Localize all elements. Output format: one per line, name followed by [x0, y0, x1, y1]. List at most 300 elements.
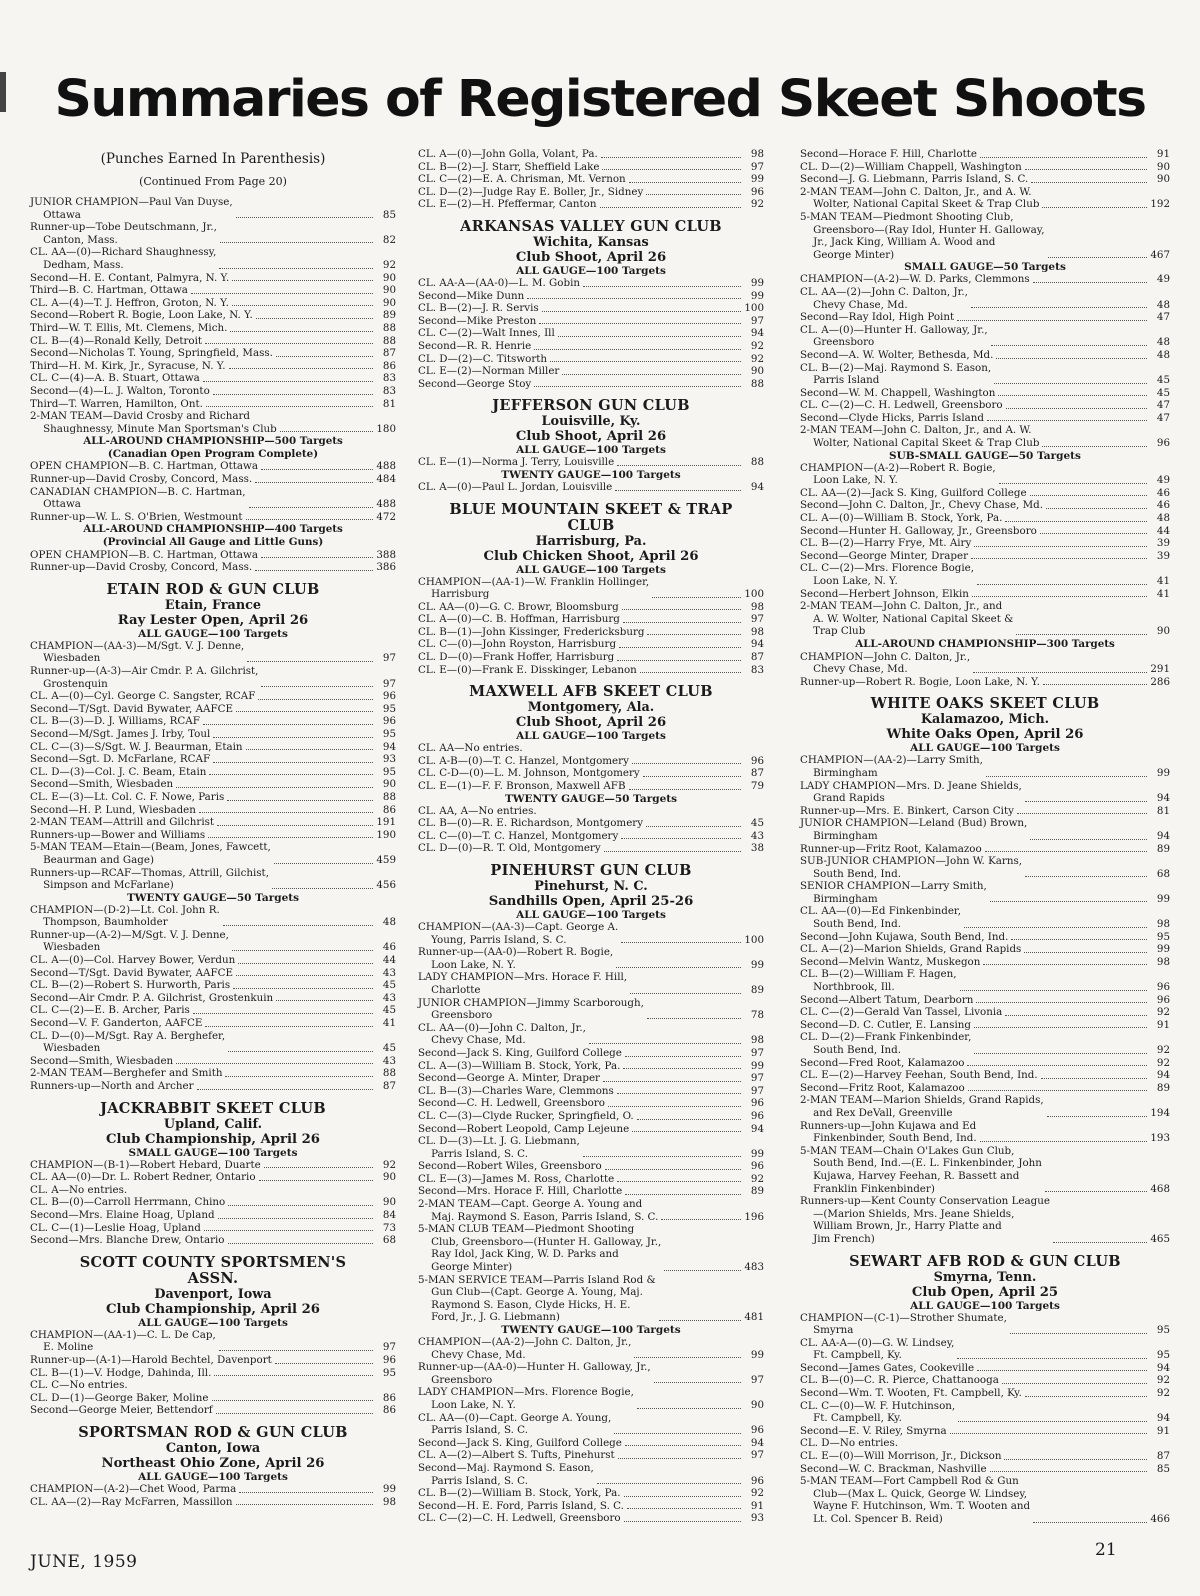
- result-text: CL. A-B—(0)—T. C. Hanzel, Montgomery: [418, 754, 629, 767]
- result-text: 5-MAN SERVICE TEAM—Parris Island Rod & Gun Club—(Capt. George A. Young, Maj. Raymond S. Eason, Clyde Hicks, H. E. Ford, Jr., J. G. Liebmann): [418, 1273, 656, 1324]
- score: 68: [382, 1234, 396, 1247]
- dot-leader: [264, 1167, 373, 1168]
- dot-leader: [280, 431, 373, 432]
- result-entry: [800, 1387, 1170, 1400]
- result-entry: [418, 1022, 764, 1047]
- score: 92: [1156, 1044, 1170, 1056]
- result-text: CL. A—(2)—Albert S. Tufts, Pinehurst: [418, 1449, 615, 1462]
- result-text: CL. B—(2)—Robert S. Hurworth, Paris: [30, 979, 231, 992]
- result-entry: [30, 297, 396, 310]
- club-location: Wichita, Kansas: [533, 234, 649, 250]
- result-entry: [30, 561, 396, 574]
- dot-leader: [597, 1483, 741, 1484]
- result-entry: [30, 1354, 396, 1367]
- result-entry: [30, 640, 396, 665]
- score: 99: [750, 1348, 764, 1361]
- score: 193: [1150, 1132, 1170, 1145]
- score: 96: [750, 1109, 764, 1122]
- score: 91: [1156, 148, 1170, 160]
- dot-leader: [630, 993, 741, 994]
- result-text: CL. A—(0)—Cyl. George C. Sangster, RCAF: [30, 690, 256, 703]
- result-entry: [30, 284, 396, 297]
- result-text: Second—Ray Idol, High Point: [800, 311, 955, 324]
- score: 98: [750, 625, 764, 638]
- result-entry: [800, 1057, 1170, 1070]
- result-text: CL. C—(2)—Mrs. Florence Bogie, Loon Lake, N. Y.: [800, 562, 975, 587]
- dot-leader: [1046, 508, 1147, 509]
- result-entry: [800, 161, 1170, 174]
- score: 88: [750, 456, 764, 469]
- score: 97: [750, 613, 764, 626]
- result-entry: [800, 780, 1170, 805]
- dot-leader: [199, 812, 373, 813]
- result-text: CL. C—(2)—Walt Innes, Ill: [418, 327, 555, 340]
- result-text: CL. C—(3)—Clyde Rucker, Springfield, O.: [418, 1109, 634, 1122]
- score: 191: [376, 816, 396, 829]
- result-text: LADY CHAMPION—Mrs. Horace F. Hill, Charlotte: [418, 971, 628, 996]
- dot-leader: [246, 749, 373, 750]
- dot-leader: [1043, 684, 1147, 685]
- dot-leader: [603, 1081, 741, 1082]
- result-text: CL. C—(0)—W. F. Hutchinson, Ft. Campbell, Ky.: [800, 1399, 956, 1425]
- section-heading: ALL-AROUND CHAMPIONSHIP—500 Targets: [83, 435, 343, 448]
- result-text: CHAMPION—(B-1)—Robert Hebard, Duarte: [30, 1158, 261, 1171]
- dot-leader: [274, 863, 373, 864]
- score: 456: [376, 879, 396, 892]
- dot-leader: [203, 724, 373, 725]
- score: 48: [1156, 298, 1170, 311]
- result-entry: [30, 1067, 396, 1080]
- score: 92: [750, 339, 764, 352]
- result-text: Second—Horace F. Hill, Charlotte: [800, 148, 977, 160]
- dot-leader: [968, 1090, 1147, 1091]
- result-entry: [30, 816, 396, 829]
- result-entry: [30, 979, 396, 992]
- score: 483: [744, 1261, 764, 1274]
- gauge-heading: TWENTY GAUGE—50 Targets: [126, 891, 300, 904]
- result-text: JUNIOR CHAMPION—Leland (Bud) Brown, Birmingham: [800, 817, 1028, 842]
- result-entry: [800, 1337, 1170, 1362]
- club-name: WHITE OAKS SKEET CLUB: [870, 695, 1100, 713]
- dot-leader: [980, 157, 1147, 158]
- result-text: Second—George Meier, Bettendorf: [30, 1404, 213, 1417]
- club-name: SEWART AFB ROD & GUN CLUB: [849, 1252, 1121, 1270]
- result-line: CL. AA—No entries.: [418, 742, 523, 755]
- result-text: Second—Smith, Wiesbaden: [30, 778, 174, 791]
- dot-leader: [640, 672, 741, 673]
- dot-leader: [950, 1433, 1147, 1434]
- result-entry: [418, 817, 764, 830]
- result-text: CL. B—(0)—R. E. Richardson, Montgomery: [418, 817, 644, 830]
- result-entry: [418, 1437, 764, 1450]
- result-text: JUNIOR CHAMPION—Jimmy Scarborough, Greensboro: [418, 996, 644, 1022]
- dot-leader: [227, 800, 373, 801]
- result-entry: [418, 353, 764, 366]
- event-title: Northeast Ohio Zone, April 26: [101, 1455, 325, 1471]
- score: 93: [750, 1512, 764, 1525]
- dot-leader: [176, 787, 373, 788]
- dot-leader: [205, 343, 373, 344]
- score: 96: [750, 754, 764, 767]
- result-text: CL. B—(1)—V. Hodge, Dahinda, Ill.: [30, 1366, 212, 1379]
- dot-leader: [600, 207, 741, 208]
- result-entry: [30, 1196, 396, 1209]
- result-text: CL. AA-A—(0)—G. W. Lindsey, Ft. Campbell, Ky.: [800, 1336, 955, 1362]
- gauge-heading: ALL GAUGE—100 Targets: [910, 742, 1060, 755]
- score: 97: [750, 1084, 764, 1097]
- dot-leader: [216, 1413, 373, 1414]
- result-entry: [800, 324, 1170, 349]
- result-text: Second—H. P. Lund, Wiesbaden: [30, 803, 196, 816]
- dot-leader: [1017, 813, 1147, 814]
- dot-leader: [256, 318, 373, 319]
- dot-leader: [1016, 634, 1147, 635]
- result-entry: [30, 728, 396, 741]
- result-text: Second—Mrs. Horace F. Hill, Charlotte: [418, 1185, 623, 1198]
- score: 94: [1156, 792, 1170, 805]
- result-text: CL. AA—(0)—Capt. George A. Young, Parris Island, S. C.: [418, 1411, 612, 1437]
- score: 192: [1150, 198, 1170, 211]
- result-entry: [800, 1475, 1170, 1525]
- result-text: CL. B—(2)—J. Starr, Sheffield Lake: [418, 160, 600, 173]
- club-location: Etain, France: [164, 597, 262, 613]
- dot-leader: [255, 482, 373, 483]
- result-text: CL. AA-A—(AA-0)—L. M. Gobin: [418, 276, 580, 289]
- score: 88: [382, 334, 396, 347]
- dot-leader: [583, 1156, 741, 1157]
- result-text: CL. C—(2)—Gerald Van Tassel, Livonia: [800, 1006, 1003, 1019]
- page-title: Summaries of Registered Skeet Shoots: [54, 70, 1146, 129]
- score: 465: [1150, 1232, 1170, 1245]
- dot-leader: [960, 990, 1147, 991]
- score: 94: [750, 480, 764, 493]
- score: 82: [382, 233, 396, 246]
- result-entry: [418, 340, 764, 353]
- dot-leader: [629, 182, 741, 183]
- dot-leader: [214, 1375, 373, 1376]
- score: 99: [1156, 766, 1170, 779]
- dot-leader: [197, 1089, 373, 1090]
- result-text: OPEN CHAMPION—B. C. Hartman, Ottawa: [30, 460, 258, 473]
- result-text: CL. B—(3)—D. J. Williams, RCAF: [30, 715, 200, 728]
- dot-leader: [229, 368, 373, 369]
- result-text: CL. B—(2)—Maj. Raymond S. Eason, Parris Island: [800, 361, 992, 387]
- dot-leader: [539, 323, 741, 324]
- result-text: Second—Clyde Hicks, Parris Island: [800, 411, 984, 424]
- dot-leader: [980, 1141, 1147, 1142]
- score: 49: [1156, 474, 1170, 487]
- dot-leader: [986, 776, 1147, 777]
- result-entry: [800, 311, 1170, 324]
- result-entry: [30, 992, 396, 1005]
- score: 99: [382, 1482, 396, 1495]
- result-entry: [30, 766, 396, 779]
- gauge-heading: SMALL GAUGE—50 Targets: [904, 261, 1066, 274]
- dot-leader: [1041, 1078, 1147, 1079]
- result-text: CHAMPION—(D-2)—Lt. Col. John R. Thompson, Baumholder: [30, 903, 220, 929]
- result-text: 2-MAN TEAM—Berghefer and Smith: [30, 1067, 223, 1080]
- result-text: Runner-up—Mrs. E. Binkert, Carson City: [800, 804, 1014, 817]
- result-entry: [30, 1159, 396, 1172]
- result-entry: [418, 161, 764, 174]
- score: 88: [382, 1067, 396, 1080]
- result-entry: [418, 946, 764, 971]
- result-text: CL. B—(2)—William F. Hagen, Northbrook, Ill.: [800, 968, 957, 994]
- result-entry: [800, 855, 1170, 880]
- result-text: CL. AA—(0)—Richard Shaughnessy, Dedham, Mass.: [30, 246, 217, 271]
- score: 45: [1156, 386, 1170, 399]
- result-entry: [418, 1223, 764, 1273]
- result-text: CL. C—(1)—Leslie Hoag, Upland: [30, 1221, 201, 1234]
- score: 39: [1156, 549, 1170, 562]
- dot-leader: [964, 927, 1147, 928]
- result-text: Runner-up—(A-1)—Harold Bechtel, Davenport: [30, 1353, 272, 1366]
- dot-leader: [1045, 1191, 1147, 1192]
- gauge-heading: ALL GAUGE—100 Targets: [516, 730, 666, 743]
- dot-leader: [637, 1408, 741, 1409]
- result-text: Second—H. E. Contant, Palmyra, N. Y.: [30, 271, 230, 284]
- result-entry: [800, 362, 1170, 387]
- club-location: Harrisburg, Pa.: [535, 533, 647, 549]
- result-entry: [800, 562, 1170, 587]
- club-name: SCOTT COUNTY SPORTSMEN'S ASSN.: [79, 1253, 347, 1287]
- dot-leader: [238, 963, 373, 964]
- result-text: SUB-JUNIOR CHAMPION—John W. Karns, South Bend, Ind.: [800, 855, 1023, 880]
- dot-leader: [542, 311, 741, 312]
- dot-leader: [1002, 1383, 1147, 1384]
- dot-leader: [627, 1508, 741, 1509]
- result-entry: [30, 309, 396, 322]
- score: 43: [382, 991, 396, 1004]
- result-entry: [30, 221, 396, 246]
- result-text: CL. A—(2)—Marion Shields, Grand Rapids: [800, 943, 1022, 956]
- score: 466: [1150, 1513, 1170, 1525]
- result-text: Runner-up—David Crosby, Concord, Mass.: [30, 473, 253, 486]
- result-text: CL. B—(2)—William B. Stock, York, Pa.: [418, 1487, 621, 1500]
- result-text: 5-MAN TEAM—Chain O'Lakes Gun Club, South Bend, Ind.—(E. L. Finkenbinder, John Kujawa, Harvey Feehan, R. Bassett and Franklin Finkenbinder): [800, 1144, 1042, 1195]
- score: 90: [1156, 625, 1170, 638]
- score: 39: [1156, 537, 1170, 550]
- club-name: ARKANSAS VALLEY GUN CLUB: [460, 217, 722, 235]
- result-text: Runners-up—John Kujawa and Ed Finkenbinder, South Bend, Ind.: [800, 1119, 977, 1145]
- score: 78: [750, 1009, 764, 1022]
- score: 467: [1150, 248, 1170, 261]
- result-entry: [418, 1135, 764, 1160]
- dot-leader: [1031, 182, 1147, 183]
- dot-leader: [1005, 1015, 1147, 1016]
- result-text: Second—Mike Dunn: [418, 289, 525, 302]
- dot-leader: [1030, 495, 1147, 496]
- result-entry: [30, 804, 396, 817]
- score: 84: [382, 1208, 396, 1221]
- result-entry: [30, 196, 396, 221]
- result-entry: [800, 956, 1170, 969]
- result-text: Second—J. G. Liebmann, Parris Island, S. C.: [800, 173, 1029, 186]
- event-title: Club Shoot, April 26: [515, 249, 667, 265]
- score: 180: [376, 422, 396, 435]
- result-text: CL. D—(0)—R. T. Old, Montgomery: [418, 842, 601, 855]
- event-title: Club Championship, April 26: [106, 1301, 320, 1317]
- result-text: Second—Hunter H. Galloway, Jr., Greensboro: [800, 524, 1037, 537]
- result-text: Second—James Gates, Cookeville: [800, 1361, 975, 1374]
- result-entry: [418, 1160, 764, 1173]
- dot-leader: [977, 584, 1147, 585]
- result-entry: [418, 173, 764, 186]
- score: 95: [1156, 1324, 1170, 1337]
- score: 92: [382, 1158, 396, 1171]
- result-text: CL. AA—(2)—Jack S. King, Guilford College: [800, 486, 1027, 499]
- club-name: JEFFERSON GUN CLUB: [492, 397, 690, 415]
- result-entry: [800, 211, 1170, 261]
- event-title: Club Chicken Shoot, April 26: [483, 548, 699, 564]
- score: 97: [750, 160, 764, 173]
- result-text: CL. C—(0)—John Royston, Harrisburg: [418, 638, 617, 651]
- dot-leader: [204, 1230, 373, 1231]
- result-entry: [800, 1463, 1170, 1476]
- club-location: Upland, Calif.: [163, 1116, 263, 1132]
- dot-leader: [1025, 801, 1147, 802]
- dot-leader: [236, 975, 373, 976]
- result-text: CL. A—(0)—Hunter H. Galloway, Jr., Greensboro: [800, 323, 988, 349]
- score: 83: [750, 663, 764, 676]
- dot-leader: [617, 1093, 741, 1094]
- result-text: CL. D—(3)—Lt. J. G. Liebmann, Parris Island, S. C.: [418, 1135, 580, 1160]
- result-entry: [800, 1362, 1170, 1375]
- dot-leader: [624, 1521, 741, 1522]
- result-entry: [30, 549, 396, 562]
- result-text: Second—Mike Preston: [418, 314, 537, 327]
- result-entry: [418, 755, 764, 768]
- score: 94: [382, 740, 396, 753]
- score: 44: [1156, 524, 1170, 537]
- result-entry: [30, 967, 396, 980]
- dot-leader: [623, 622, 741, 623]
- result-entry: [30, 904, 396, 929]
- score: 47: [1156, 311, 1170, 324]
- result-text: CL. E—(1)—Norma J. Terry, Louisville: [418, 456, 615, 469]
- result-text: Third—T. Warren, Hamilton, Ont.: [30, 397, 203, 410]
- score: 48: [1156, 348, 1170, 361]
- result-line: CL. AA, A—No entries.: [418, 804, 537, 817]
- score: 97: [750, 1373, 764, 1386]
- section-heading: (Provincial All Gauge and Little Guns): [102, 536, 324, 549]
- score: 286: [1150, 675, 1170, 688]
- score: 96: [750, 1474, 764, 1487]
- dot-leader: [527, 298, 741, 299]
- result-entry: [30, 1367, 396, 1380]
- dot-leader: [643, 776, 741, 777]
- result-text: CHAMPION—(AA-1)—C. L. De Cap, E. Moline: [30, 1328, 216, 1354]
- dot-leader: [622, 609, 741, 610]
- result-text: Runner-up—(AA-0)—Robert R. Bogie, Loon Lake, N. Y.: [418, 946, 614, 971]
- dot-leader: [212, 1400, 373, 1401]
- result-text: Second—T/Sgt. David Bywater, AAFCE: [30, 966, 233, 979]
- result-text: CL. D—(3)—Col. J. C. Beam, Etain: [30, 765, 207, 778]
- dot-leader: [223, 925, 373, 926]
- score: 96: [750, 1424, 764, 1437]
- score: 93: [382, 753, 396, 766]
- result-entry: [418, 780, 764, 793]
- dot-leader: [258, 699, 373, 700]
- score: 88: [382, 321, 396, 334]
- result-text: CL. E—(0)—Frank E. Disskinger, Lebanon: [418, 663, 637, 676]
- result-text: Second—Nicholas T. Young, Springfield, Mass.: [30, 347, 273, 360]
- result-entry: [800, 1120, 1170, 1145]
- result-entry: [418, 1047, 764, 1060]
- result-text: CL. A—(0)—John Golla, Volant, Pa.: [418, 148, 598, 160]
- result-text: CL. E—(2)—Harvey Feehan, South Bend, Ind.: [800, 1069, 1038, 1082]
- result-entry: [800, 651, 1170, 676]
- score: 96: [1156, 981, 1170, 994]
- result-entry: [800, 512, 1170, 525]
- dot-leader: [976, 1002, 1147, 1003]
- dot-leader: [1030, 839, 1147, 840]
- result-text: Second—Sgt. D. McFarlane, RCAF: [30, 753, 211, 766]
- dot-leader: [971, 558, 1147, 559]
- score: 68: [1156, 867, 1170, 880]
- gauge-heading: TWENTY GAUGE—100 Targets: [501, 468, 681, 481]
- score: 92: [750, 1487, 764, 1500]
- dot-leader: [632, 1131, 741, 1132]
- result-text: Second—E. V. Riley, Smyrna: [800, 1424, 947, 1437]
- score: 94: [1156, 1412, 1170, 1425]
- result-entry: [418, 1110, 764, 1123]
- result-entry: [800, 1094, 1170, 1119]
- dot-leader: [974, 546, 1147, 547]
- result-text: Second—Robert R. Bogie, Loon Lake, N. Y.: [30, 309, 253, 322]
- dot-leader: [634, 1357, 741, 1358]
- score: 95: [382, 727, 396, 740]
- score: 94: [750, 1122, 764, 1135]
- result-text: Second—(4)—L. J. Walton, Toronto: [30, 384, 210, 397]
- result-entry: [418, 664, 764, 677]
- score: 99: [1156, 943, 1170, 956]
- score: 481: [744, 1311, 764, 1324]
- score: 43: [750, 829, 764, 842]
- dot-leader: [1024, 952, 1147, 953]
- score: 92: [382, 258, 396, 271]
- dot-leader: [230, 331, 373, 332]
- score: 484: [376, 473, 396, 486]
- result-entry: [800, 1195, 1170, 1245]
- result-entry: [30, 347, 396, 360]
- dot-leader: [236, 1504, 373, 1505]
- dot-leader: [550, 361, 741, 362]
- result-text: Second—George A. Minter, Draper: [418, 1072, 600, 1085]
- result-text: CL. C—(2)—E. B. Archer, Paris: [30, 1004, 190, 1017]
- result-text: CL. D—(2)—William Chappell, Washington: [800, 160, 1022, 173]
- score: 100: [744, 588, 764, 601]
- dot-leader: [619, 647, 741, 648]
- score: 94: [1156, 829, 1170, 842]
- result-entry: [30, 1004, 396, 1017]
- result-text: Second—Jack S. King, Guilford College: [418, 1046, 622, 1059]
- result-text: CANADIAN CHAMPION—B. C. Hartman, Ottawa: [30, 485, 246, 511]
- club-name: PINEHURST GUN CLUB: [490, 862, 692, 879]
- dot-leader: [621, 838, 741, 839]
- dot-leader: [983, 964, 1147, 965]
- result-entry: [800, 905, 1170, 930]
- result-entry: [418, 638, 764, 651]
- result-entry: [30, 753, 396, 766]
- dot-leader: [624, 1496, 741, 1497]
- score: 43: [382, 1054, 396, 1067]
- dot-leader: [974, 1053, 1147, 1054]
- score: 97: [382, 652, 396, 665]
- result-entry: [30, 665, 396, 690]
- result-entry: [418, 1462, 764, 1487]
- column-3: [800, 148, 1170, 1526]
